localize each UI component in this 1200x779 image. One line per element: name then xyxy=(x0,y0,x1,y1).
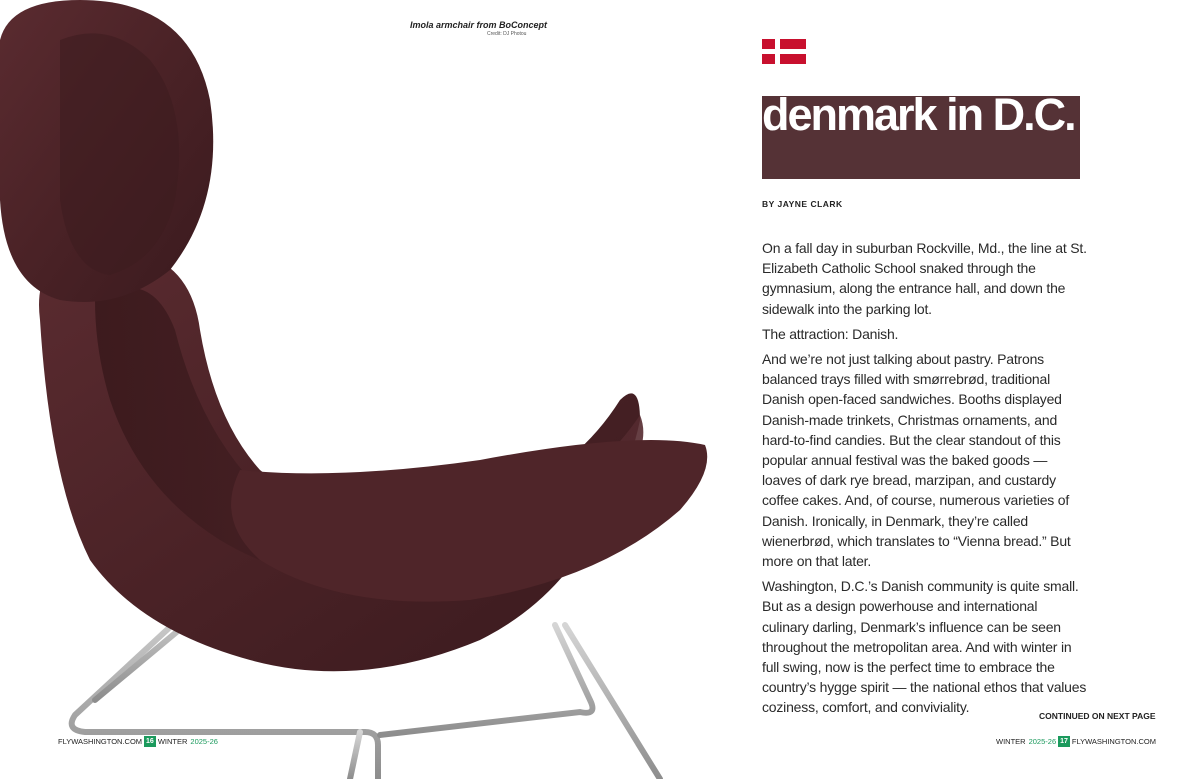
footer-right xyxy=(996,736,1156,747)
footer-season: WINTER xyxy=(157,737,188,746)
footer-site: FLYWASHINGTON.COM xyxy=(58,737,143,746)
byline: BY JAYNE CLARK xyxy=(762,199,843,209)
footer-season: WINTER xyxy=(996,737,1026,746)
page-title: denmark in D.C. xyxy=(762,89,1075,140)
paragraph: And we’re not just talking about pastry. Patrons balanced trays filled with smørrebrød, traditional Danish open-faced sandwiches. Booths displayed Danish-made trinkets, Christmas ornaments, and hard-to-find candies. But the clear standout of this popular annual festival was the baked goods — loaves of dark rye bread, marzipan, and custardy coffee cakes. And, of course, numerous varieties of Danish. Ironically, in Denmark, they’re called wienerbrød, which translates to “Vienna bread.” But more on that later. xyxy=(762,351,1071,570)
article-body xyxy=(762,238,1087,723)
continued-label: CONTINUED ON NEXT PAGE xyxy=(1039,711,1156,721)
page-number-badge: 17 xyxy=(1060,738,1068,745)
paragraph: Washington, D.C.’s Danish community is quite small. But as a design powerhouse and international culinary darling, Denmark’s influence can be seen throughout the metropolitan area. And with winter in full swing, now is the perfect time to embrace the country’s hygge spirit — the national ethos that values coziness, comfort, and conviviality. xyxy=(762,578,1087,716)
footer-year: 2025-26 xyxy=(190,737,218,746)
footer-left xyxy=(58,736,218,747)
danish-flag-icon xyxy=(762,39,806,64)
paragraph: On a fall day in suburban Rockville, Md., the line at St. Elizabeth Catholic School snaked through the gymnasium, along the entrance hall, and down the sidewalk into the parking lot. xyxy=(762,240,1087,317)
paragraph: The attraction: Danish. xyxy=(762,325,899,342)
photo-credit: Credit: DJ Photou xyxy=(487,31,527,37)
footer-year: 2025-26 xyxy=(1028,737,1057,746)
footer-site: FLYWASHINGTON.COM xyxy=(1071,737,1156,746)
photo-caption-title: Imola armchair from BoConcept xyxy=(410,20,548,30)
chair-armrest xyxy=(231,440,707,602)
page-number-badge: 16 xyxy=(146,738,154,745)
